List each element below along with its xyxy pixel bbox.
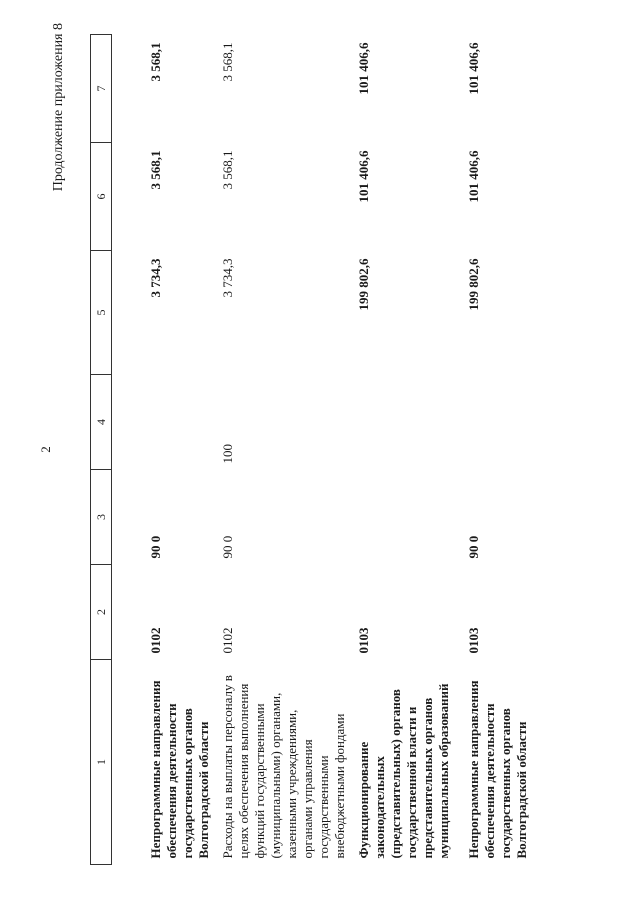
section-code: 0102	[148, 627, 163, 654]
col-header-1: 1	[91, 660, 112, 865]
col-header-2: 2	[91, 565, 112, 660]
amount-col5: 3 734,3	[220, 258, 235, 298]
row-name: Расходы на выплаты персоналу в целях обеспечения выполнения функций государственными (муниципальными) органами, казенными учреждениями, органами управления государственными внебюджетными фондами	[220, 675, 347, 859]
amount-col7: 3 568,1	[148, 42, 163, 82]
amount-col6: 3 568,1	[220, 150, 235, 190]
amount-col7: 101 406,6	[466, 42, 481, 95]
table-row	[354, 35, 464, 865]
table-row	[112, 35, 219, 865]
col-header-6: 6	[91, 143, 112, 251]
expense-type-code: 100	[220, 444, 235, 464]
col-header-4: 4	[91, 375, 112, 470]
header-row	[91, 35, 112, 865]
section-code: 0102	[220, 627, 235, 654]
rotated-page	[50, 15, 610, 875]
section-code: 0103	[466, 627, 481, 654]
page-number: 2	[37, 446, 53, 453]
amount-col6: 101 406,6	[466, 150, 481, 203]
table-row	[464, 35, 556, 865]
expense-type-code	[464, 375, 556, 470]
continuation-label: Продолжение приложения 8	[51, 23, 66, 192]
amount-col7: 3 568,1	[220, 42, 235, 82]
target-code: 90 0	[148, 535, 163, 559]
amount-col6: 101 406,6	[356, 150, 371, 203]
amount-col7: 101 406,6	[356, 42, 371, 95]
target-code	[354, 470, 464, 565]
col-header-7: 7	[91, 35, 112, 143]
expense-type-code	[112, 375, 219, 470]
amount-col5: 199 802,6	[356, 258, 371, 311]
table-row	[218, 35, 354, 865]
row-name: Функционирование законодательных (представительных) органов государственной власти и представительных органов муниципальных образований	[356, 683, 451, 859]
amount-col6: 3 568,1	[148, 150, 163, 190]
target-code: 90 0	[466, 535, 481, 559]
amount-col5: 199 802,6	[466, 258, 481, 311]
row-name: Непрограммные направления обеспечения деятельности государственных органов Волгоградской области	[466, 680, 529, 859]
section-code: 0103	[356, 627, 371, 654]
target-code: 90 0	[220, 535, 235, 559]
col-header-3: 3	[91, 470, 112, 565]
expense-type-code	[354, 375, 464, 470]
col-header-5: 5	[91, 251, 112, 375]
budget-table	[90, 34, 556, 865]
row-name: Непрограммные направления обеспечения деятельности государственных органов Волгоградской области	[148, 680, 211, 859]
amount-col5: 3 734,3	[148, 258, 163, 298]
